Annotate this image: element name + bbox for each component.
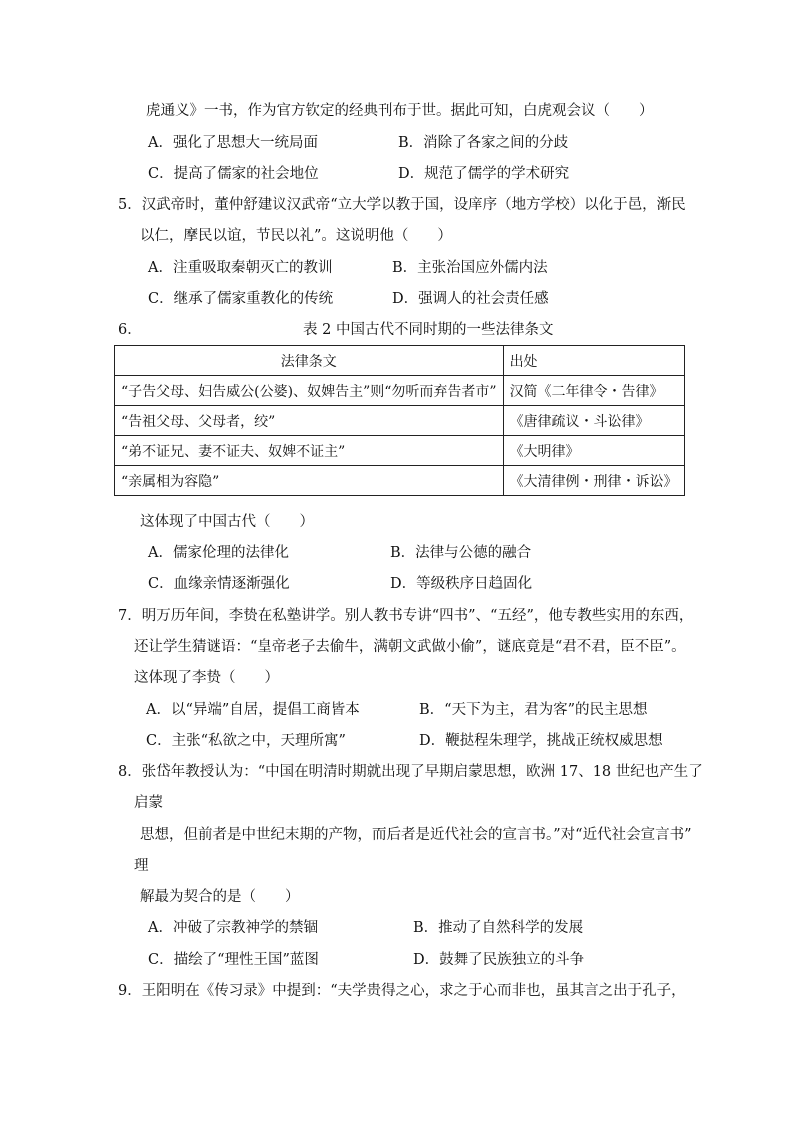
table-cell-source: 汉简《二年律令・告律》 [503, 376, 684, 406]
q4-stem-cont: 虎通义》一书，作为官方钦定的经典刊布于世。据此可知，白虎观会议（ ） [146, 103, 654, 119]
law-table [114, 345, 685, 496]
q6-stem: 这体现了中国古代（ ） [140, 514, 314, 530]
table-row [115, 406, 685, 436]
q7-option-b: B．“天下为主，君为客”的民主思想 [419, 702, 648, 718]
q4-option-c: C．提高了儒家的社会地位 [148, 166, 319, 182]
table-row [115, 436, 685, 466]
table-cell-source: 《唐律疏议・斗讼律》 [503, 406, 684, 436]
table-row [115, 466, 685, 496]
q5-option-a: A．注重吸取秦朝灭亡的教训 [148, 260, 333, 276]
q5-option-b: B．主张治国应外儒内法 [392, 260, 548, 276]
q7-option-a: A．以“异端”自居，提倡工商皆本 [146, 702, 360, 718]
q8-option-b: B．推动了自然科学的发展 [413, 920, 584, 936]
table-header-law: 法律条文 [115, 346, 504, 376]
q6-table-caption: 表 2 中国古代不同时期的一些法律条文 [303, 322, 554, 338]
q7-stem-line2: 还让学生猜谜语：“皇帝老子去偷牛，满朝文武做小偷”，谜底竟是“君不君，臣不臣”。 [134, 639, 686, 655]
q5-stem-line2: 以仁，摩民以谊，节民以礼”。这说明他（ ） [140, 228, 452, 244]
table-row [115, 376, 685, 406]
table-header-source: 出处 [503, 346, 684, 376]
q8-option-d: D．鼓舞了民族独立的斗争 [413, 952, 585, 968]
q8-stem-line1: 8．张岱年教授认为：“中国在明清时期就出现了早期启蒙思想，欧洲 17、18 世纪也产生了 [118, 764, 703, 780]
q6-option-b: B．法律与公德的融合 [390, 545, 532, 561]
q5-stem-line1: 5．汉武帝时，董仲舒建议汉武帝“立大学以教于国，设庠序（地方学校）以化于邑，渐民 [118, 197, 686, 213]
q5-option-d: D．强调人的社会责任感 [392, 291, 549, 307]
q4-option-b: B．消除了各家之间的分歧 [398, 135, 569, 151]
q8-option-c: C．描绘了“理性王国”蓝图 [148, 952, 319, 968]
q7-stem-line1: 7．明万历年间，李贽在私塾讲学。别人教书专讲“四书”、“五经”，他专教些实用的东西， [118, 608, 694, 624]
q7-option-c: C．主张“私欲之中，天理所寓” [146, 733, 346, 749]
q6-option-a: A．儒家伦理的法律化 [148, 545, 289, 561]
q6-option-d: D．等级秩序日趋固化 [390, 576, 533, 592]
q5-option-c: C．继承了儒家重教化的传统 [148, 291, 334, 307]
table-header-row [115, 346, 685, 376]
q9-stem-line1: 9．王阳明在《传习录》中提到：“夫学贵得之心，求之于心而非也，虽其言之出于孔子， [118, 983, 686, 999]
q8-option-a: A．冲破了宗教神学的禁锢 [148, 920, 318, 936]
q4-option-d: D．规范了儒学的学术研究 [398, 166, 570, 182]
table-cell-law: “亲属相为容隐” [115, 466, 504, 496]
q4-option-a: A．强化了思想大一统局面 [148, 135, 318, 151]
q6-number: 6． [118, 322, 142, 338]
q6-option-c: C．血缘亲情逐渐强化 [148, 576, 290, 592]
q8-stem-line5: 解最为契合的是（ ） [140, 889, 300, 905]
q7-option-d: D．鞭挞程朱理学，挑战正统权威思想 [419, 733, 663, 749]
q7-stem-line3: 这体现了李贽（ ） [134, 670, 279, 686]
table-cell-source: 《大清律例・刑律・诉讼》 [503, 466, 684, 496]
table-cell-law: “子告父母、妇告威公(公婆)、奴婢告主”则“勿听而弃告者市” [115, 376, 504, 406]
table-cell-law: “告祖父母、父母者，绞” [115, 406, 504, 436]
table-cell-law: “弟不证兄、妻不证夫、奴婢不证主” [115, 436, 504, 466]
q8-stem-line4: 理 [134, 858, 149, 874]
table-cell-source: 《大明律》 [503, 436, 684, 466]
q8-stem-line2: 启蒙 [134, 795, 163, 811]
q8-stem-line3: 思想，但前者是中世纪末期的产物，而后者是近代社会的宣言书。”对“近代社会宣言书” [140, 827, 692, 843]
